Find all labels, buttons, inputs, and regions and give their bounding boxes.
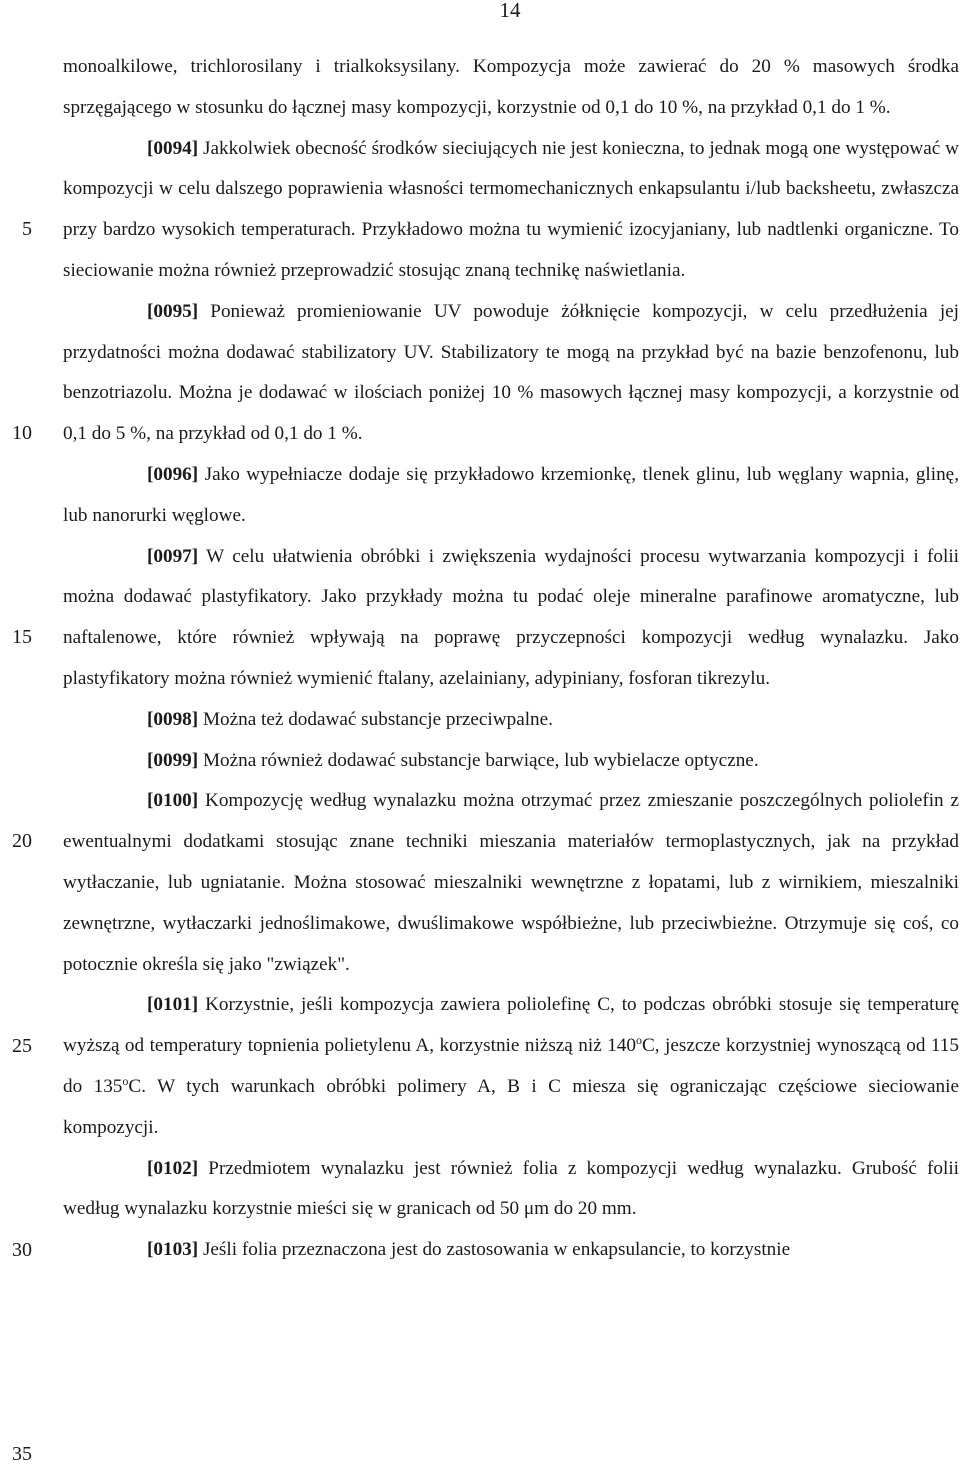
line-number: 15: [12, 626, 32, 648]
paragraph-number: [0101]: [147, 994, 199, 1016]
paragraph-number: [0094]: [147, 137, 199, 159]
paragraph-number: [0099]: [147, 749, 199, 771]
line-number: 5: [22, 218, 32, 240]
line-number: 25: [12, 1035, 32, 1057]
paragraph-text: Jako wypełniacze dodaje się przykładowo krzemionkę, tlenek glinu, lub węglany wapnia, glinę, lub nanorurki węglowe.: [63, 463, 959, 526]
paragraph-number: [0103]: [147, 1239, 199, 1261]
degree-superscript: o: [122, 1073, 129, 1088]
paragraph-text: C, jeszcze korzystniej wynoszącą od 115 do 135: [63, 1035, 959, 1097]
paragraph-text: Przedmiotem wynalazku jest również folia z kompozycji według wynalazku. Grubość folii według wynalazku korzystnie mieści się w granicach od 50 μm do 20 mm.: [63, 1157, 959, 1220]
paragraph-text: Można również dodawać substancje barwiące, lub wybielacze optyczne.: [198, 749, 759, 771]
paragraph-number: [0096]: [147, 463, 199, 485]
paragraph-0101: [63, 985, 959, 1148]
line-number: 30: [12, 1239, 32, 1261]
paragraph-text: Jakkolwiek obecność środków sieciujących nie jest konieczna, to jednak mogą one występować w kompozycji w celu dalszego poprawienia własności termomechanicznych enkapsulantu i/lub backsheetu, zwłaszcza przy bardzo wysokich temperaturach. Przykładowo można tu wymienić izocyjaniany, lub nadtlenki organiczne. To sieciowanie można również przeprowadzić stosując znaną technikę naświetlania.: [63, 137, 959, 281]
paragraph-number: [0098]: [147, 708, 199, 730]
line-number: 35: [12, 1443, 32, 1465]
paragraph-text: Kompozycję według wynalazku można otrzymać przez zmieszanie poszczególnych poliolefin z ewentualnymi dodatkami stosując znane techniki mieszania materiałów termoplastycznych, jak na przykład wytłaczanie, lub ugniatanie. Można stosować mieszalniki wewnętrzne z łopatami, lub z wirnikiem, mieszalniki zewnętrzne, wytłaczarki jednoślimakowe, dwuślimakowe współbieżne, lub przeciwbieżne. Otrzymuje się coś, co potocznie określa się jako "związek".: [63, 790, 959, 975]
paragraph-number: [0095]: [147, 300, 199, 322]
paragraph-0100: [63, 781, 959, 985]
paragraph-text: Można też dodawać substancje przeciwpalne.: [198, 708, 553, 730]
paragraph-text: Jeśli folia przeznaczona jest do zastosowania w enkapsulancie, to korzystnie: [198, 1239, 791, 1261]
line-number: 10: [12, 422, 32, 444]
document-body: [63, 47, 959, 1271]
page-number: 14: [499, 0, 521, 22]
paragraph-0094: [63, 129, 959, 292]
line-number-margin: [0, 0, 40, 1472]
paragraph-number: [0097]: [147, 545, 199, 567]
paragraph-text: Ponieważ promieniowanie UV powoduje żółknięcie kompozycji, w celu przedłużenia jej przydatności można dodawać stabilizatory UV. Stabilizatory te mogą na przykład być na bazie benzofenonu, lub benzotriazolu. Można je dodawać w ilościach poniżej 10 % masowych łącznej masy kompozycji, a korzystnie od 0,1 do 5 %, na przykład od 0,1 do 1 %.: [63, 300, 959, 445]
paragraph-0099: [63, 741, 959, 782]
paragraph-0098: [63, 700, 959, 741]
paragraph-0102: [63, 1149, 959, 1231]
paragraph-0097: [63, 537, 959, 700]
line-number: 20: [12, 830, 32, 852]
paragraph-0096: [63, 455, 959, 537]
paragraph-text: Korzystnie, jeśli kompozycja zawiera poliolefinę C, to podczas obróbki stosuje się temperaturę wyższą od temperatury topnienia polietylenu A, korzystnie niższą niż 140: [63, 994, 959, 1057]
paragraph-continuation: [63, 47, 959, 129]
paragraph-number: [0100]: [147, 790, 199, 812]
degree-superscript: o: [635, 1033, 642, 1048]
paragraph-text: monoalkilowe, trichlorosilany i trialkoksysilany. Kompozycja może zawierać do 20 % masowych środka sprzęgającego w stosunku do łącznej masy kompozycji, korzystnie od 0,1 do 10 %, na przykład 0,1 do 1 %.: [63, 56, 959, 118]
paragraph-text: W celu ułatwienia obróbki i zwiększenia wydajności procesu wytwarzania kompozycji i folii można dodawać plastyfikatory. Jako przykłady można tu podać oleje mineralne parafinowe aromatyczne, lub naftalenowe, które również wpływają na poprawę przyczepności kompozycji według wynalazku. Jako plastyfikatory można również wymienić ftalany, azelainiany, adypiniany, fosforan tikrezylu.: [63, 545, 959, 689]
paragraph-0095: [63, 292, 959, 455]
paragraph-number: [0102]: [147, 1157, 199, 1179]
paragraph-text: C. W tych warunkach obróbki polimery A, B i C miesza się ograniczając częściowe sieciowanie kompozycji.: [63, 1075, 960, 1138]
paragraph-0103: [63, 1230, 959, 1271]
